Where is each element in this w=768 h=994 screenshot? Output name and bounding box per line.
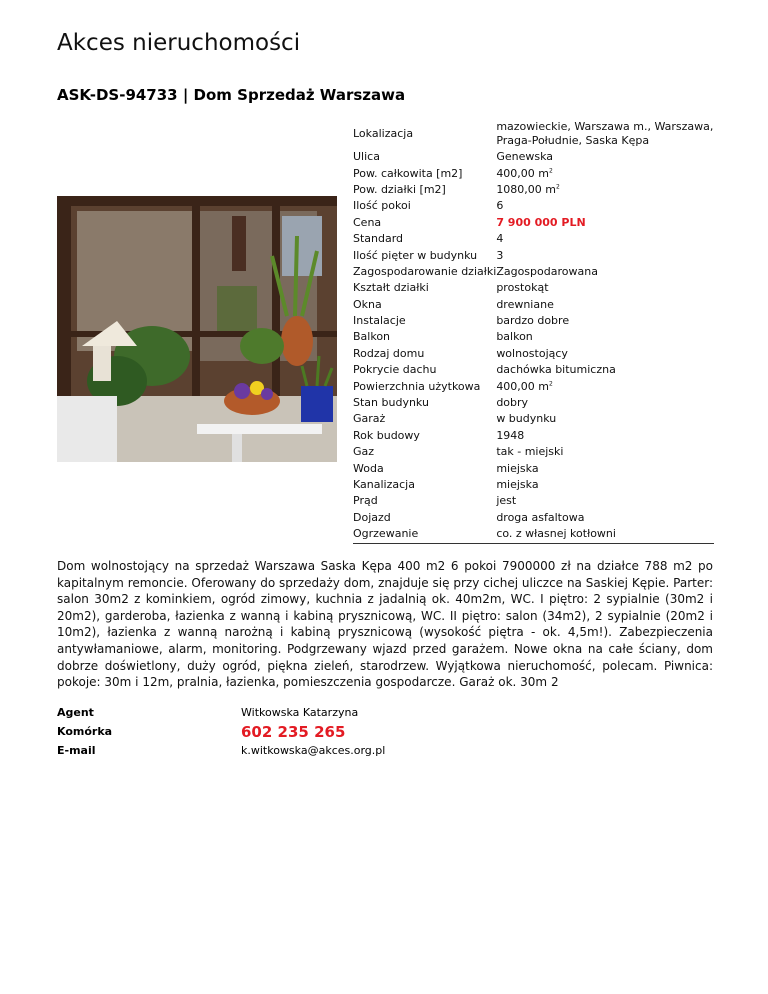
detail-value-text: drewniane <box>496 297 554 311</box>
price-value: 7 900 000 PLN <box>496 215 586 229</box>
detail-row <box>353 362 714 378</box>
agent-row <box>57 703 385 722</box>
detail-row <box>353 247 714 263</box>
detail-label: Rodzaj domu <box>353 346 425 360</box>
unit-superscript: 2 <box>556 183 560 191</box>
detail-value-text: 1080,00 m <box>496 182 557 196</box>
detail-row <box>353 378 714 394</box>
detail-value <box>496 526 714 544</box>
detail-value-text: dobry <box>496 396 529 410</box>
detail-row <box>353 119 714 149</box>
detail-value <box>496 493 714 509</box>
detail-label: Prąd <box>353 494 378 508</box>
detail-row <box>353 510 714 526</box>
detail-row <box>353 428 714 444</box>
detail-label: Ilość pokoi <box>353 199 411 213</box>
detail-row <box>353 149 714 165</box>
detail-row <box>353 198 714 214</box>
detail-value <box>496 198 714 214</box>
detail-value <box>496 119 714 149</box>
detail-row <box>353 165 714 181</box>
detail-value <box>496 428 714 444</box>
detail-label: Balkon <box>353 330 391 344</box>
detail-row <box>353 411 714 427</box>
property-description: Dom wolnostojący na sprzedaż Warszawa Saska Kępa 400 m2 6 pokoi 7900000 zł na działce 788 m2 po kapitalnym remoncie. Oferowany do sprzedaży dom, znajduje się przy cichej uliczce na Saskiej Kępie. Parter: salon 30m2 z kominkiem, ogród zimowy, kuchnia z jadalnią ok. 40m2m, WC. I piętro: 2 sypialnie (30m2 i 20m2), garderoba, łazienka z wanną i kabiną prysznicową, WC. II piętro: salon (34m2), 2 sypialnie (20m2 i 10m2), łazienka z wanną narożną i kabiną prysznicową (wysokość piętra - ok. 4,5m!). Zabezpieczenia antywłamaniowe, alarm, monitoring. Podgrzewany wjazd przed garażem. Nowe okna na całe ściany, dom dobrze doświetlony, duży ogród, piękna zieleń, starodrzew. Wyjątkowa nieruchomość, polecam. Piwnica: pokoje: 30m i 12m, pralnia, łazienka, pomieszczenia gospodarcze. Garaż ok. 30m 2 <box>57 559 713 690</box>
detail-label: Stan budynku <box>353 396 429 410</box>
property-details-table <box>353 119 714 544</box>
detail-value-text: Genewska <box>496 150 553 164</box>
unit-superscript: 2 <box>549 166 553 174</box>
detail-value <box>496 444 714 460</box>
detail-value-text: miejska <box>496 461 539 475</box>
detail-row <box>353 264 714 280</box>
detail-row <box>353 231 714 247</box>
detail-value <box>496 346 714 362</box>
detail-row <box>353 460 714 476</box>
phone-label: Komórka <box>57 725 113 738</box>
detail-label: Woda <box>353 461 384 475</box>
detail-value-text: dachówka bitumiczna <box>496 363 616 377</box>
detail-row <box>353 313 714 329</box>
detail-value <box>496 411 714 427</box>
detail-value-text: 1948 <box>496 428 525 442</box>
agent-contact <box>57 703 385 760</box>
detail-value <box>496 477 714 493</box>
detail-label: Instalacje <box>353 314 406 328</box>
detail-row <box>353 477 714 493</box>
detail-value-text: w budynku <box>496 412 557 426</box>
detail-label: Pow. całkowita [m2] <box>353 166 463 180</box>
detail-label: Dojazd <box>353 510 391 524</box>
detail-value-text: droga asfaltowa <box>496 510 585 524</box>
detail-label: Ilość pięter w budynku <box>353 248 478 262</box>
detail-value <box>496 510 714 526</box>
detail-value-text: 4 <box>496 232 504 246</box>
detail-label: Kanalizacja <box>353 478 415 491</box>
detail-value-text: bardzo dobre <box>496 314 570 328</box>
detail-value <box>496 313 714 329</box>
detail-value-text: wolnostojący <box>496 346 568 360</box>
detail-value <box>496 280 714 296</box>
detail-value <box>496 182 714 198</box>
detail-value-text: jest <box>496 494 517 508</box>
email-row <box>57 741 385 760</box>
detail-value-text: prostokąt <box>496 281 549 295</box>
detail-row <box>353 395 714 411</box>
agent-name: Witkowska Katarzyna <box>241 706 359 719</box>
detail-value <box>496 247 714 263</box>
detail-value <box>496 165 714 181</box>
detail-value-text: 6 <box>496 199 504 213</box>
detail-row <box>353 526 714 544</box>
detail-value <box>496 362 714 378</box>
agent-label: Agent <box>57 706 94 719</box>
email-label: E-mail <box>57 744 96 757</box>
detail-row <box>353 215 714 231</box>
property-photo[interactable] <box>57 196 337 462</box>
listing-title: ASK-DS-94733 | Dom Sprzedaż Warszawa <box>57 86 406 104</box>
detail-value-text: 400,00 m <box>496 166 550 180</box>
detail-label: Lokalizacja <box>353 127 414 140</box>
detail-label: Gaz <box>353 445 375 459</box>
detail-value <box>496 149 714 165</box>
detail-value-text: balkon <box>496 330 533 344</box>
detail-value-text: miejska <box>496 478 539 491</box>
detail-value <box>496 460 714 476</box>
detail-label: Standard <box>353 232 404 246</box>
unit-superscript: 2 <box>549 380 553 387</box>
detail-value <box>496 215 714 231</box>
detail-value-text: tak - miejski <box>496 445 564 459</box>
detail-label: Ogrzewanie <box>353 526 496 544</box>
detail-row <box>353 329 714 345</box>
detail-value <box>496 264 714 280</box>
detail-value-text: 400,00 m <box>496 379 550 393</box>
detail-label: Pokrycie dachu <box>353 363 437 377</box>
detail-label: Pow. działki [m2] <box>353 182 446 196</box>
detail-value <box>496 378 714 394</box>
detail-row <box>353 297 714 313</box>
email-link[interactable]: k.witkowska@akces.org.pl <box>241 744 386 757</box>
detail-label: Okna <box>353 297 382 311</box>
detail-value <box>496 297 714 313</box>
detail-row <box>353 280 714 296</box>
detail-value <box>496 395 714 411</box>
detail-row <box>353 182 714 198</box>
detail-label: Ulica <box>353 150 380 164</box>
detail-label: Zagospodarowanie działki <box>353 264 497 278</box>
detail-row <box>353 493 714 509</box>
detail-value-text: co. z własnej kotłowni <box>496 527 616 541</box>
detail-label: Cena <box>353 215 382 229</box>
detail-value <box>496 329 714 345</box>
detail-label: Rok budowy <box>353 428 420 442</box>
phone-number[interactable]: 602 235 265 <box>241 722 346 741</box>
detail-value-text: mazowieckie, Warszawa m., Warszawa, Praga-Południe, Saska Kępa <box>496 120 714 147</box>
detail-row <box>353 444 714 460</box>
detail-row <box>353 346 714 362</box>
brand-title: Akces nieruchomości <box>57 30 301 56</box>
detail-value <box>496 231 714 247</box>
detail-label: Garaż <box>353 412 386 426</box>
detail-label: Powierzchnia użytkowa <box>353 379 481 393</box>
detail-value-text: Zagospodarowana <box>496 264 598 278</box>
phone-row <box>57 722 385 741</box>
detail-value-text: 3 <box>496 248 504 262</box>
detail-label: Kształt działki <box>353 281 429 295</box>
